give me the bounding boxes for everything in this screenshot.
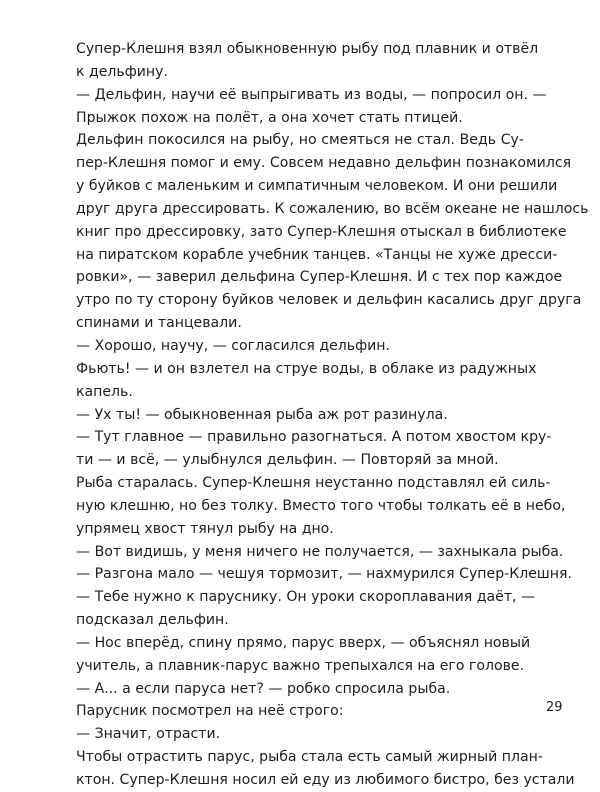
text-line: Рыба старалась. Супер-Клешня неустанно подставлял ей силь- <box>76 475 551 492</box>
paragraph-5 <box>76 358 537 404</box>
text-line: книг про дрессировку, зато Супер-Клешня отыскал в библиотеке <box>76 223 567 240</box>
paragraph-9 <box>76 541 564 564</box>
text-line: — Нос вперёд, спину прямо, парус вверх, — объяснял новый <box>76 634 531 651</box>
text-line: — Тут главное — правильно разогнаться. А потом хвостом кру- <box>76 429 552 446</box>
paragraph-8 <box>76 472 566 541</box>
text-line: — Значит, отрасти. <box>76 726 221 743</box>
text-line: утро по ту сторону буйков человек и дельфин касались друг друга <box>76 292 582 309</box>
page-number: 29 <box>546 700 563 715</box>
text-line: Чтобы отрастить парус, рыба стала есть самый жирный план- <box>76 749 543 766</box>
text-line: упрямец хвост тянул рыбу на дно. <box>76 520 334 537</box>
text-line: учитель, а плавник-парус важно трепыхался на его голове. <box>76 657 525 674</box>
text-line: — Дельфин, научи её выпрыгивать из воды, — попросил он. — <box>76 86 547 103</box>
text-line: Фьють! — и он взлетел на струе воды, в облаке из радужных <box>76 360 537 377</box>
paragraph-2 <box>76 84 547 130</box>
paragraph-13 <box>76 678 524 701</box>
paragraph-12 <box>76 632 531 678</box>
paragraph-1 <box>76 38 539 84</box>
text-line: к дельфину. <box>76 63 168 80</box>
text-line: Дельфин покосился на рыбу, но смеяться не стал. Ведь Су- <box>76 132 524 149</box>
paragraph-3 <box>76 129 589 335</box>
paragraph-10 <box>76 563 572 586</box>
text-line: — Разгона мало — чешуя тормозит, — нахмурился Супер-Клешня. <box>76 566 572 583</box>
text-line: на пиратском корабле учебник танцев. «Танцы не хуже дресси- <box>76 246 558 263</box>
paragraph-6 <box>76 404 524 427</box>
text-line: капель. <box>76 383 133 400</box>
text-line: ктон. Супер-Клешня носил ей еду из любимого бистро, без устали <box>76 772 575 788</box>
text-line: — Вот видишь, у меня ничего не получается, — захныкала рыба. <box>76 543 564 560</box>
text-line: — А... а если паруса нет? — робко спросила рыба. <box>76 680 451 697</box>
paragraph-11 <box>76 586 536 632</box>
text-line: ную клешню, но без толку. Вместо того чтобы толкать её в небо, <box>76 497 566 514</box>
paragraph-4 <box>76 335 524 358</box>
paragraph-16 <box>76 746 575 792</box>
text-line: спинами и танцевали. <box>76 315 242 332</box>
text-line: — Хорошо, научу, — согласился дельфин. <box>76 337 390 354</box>
paragraph-14 <box>76 700 524 723</box>
text-line: пер-Клешня помог и ему. Совсем недавно дельфин познакомился <box>76 155 572 172</box>
text-line: Прыжок похож на полёт, а она хочет стать птицей. <box>76 109 463 126</box>
paragraph-15 <box>76 723 524 746</box>
paragraph-7 <box>76 426 552 472</box>
text-line: ровки», — заверил дельфина Супер-Клешня. И с тех пор каждое <box>76 269 563 286</box>
text-line: — Ух ты! — обыкновенная рыба аж рот разинула. <box>76 406 448 423</box>
text-line: друг друга дрессировать. К сожалению, во всём океане не нашлось <box>76 200 589 217</box>
text-line: ти — и всё, — улыбнулся дельфин. — Повторяй за мной. <box>76 452 499 469</box>
text-line: подсказал дельфин. <box>76 612 229 629</box>
text-line: у буйков с маленьким и симпатичным человеком. И они решили <box>76 178 558 195</box>
text-line: — Тебе нужно к паруснику. Он уроки скороплавания даёт, — <box>76 589 536 606</box>
text-line: Парусник посмотрел на неё строго: <box>76 703 344 720</box>
text-line: Супер-Клешня взял обыкновенную рыбу под плавник и отвёл <box>76 41 539 57</box>
